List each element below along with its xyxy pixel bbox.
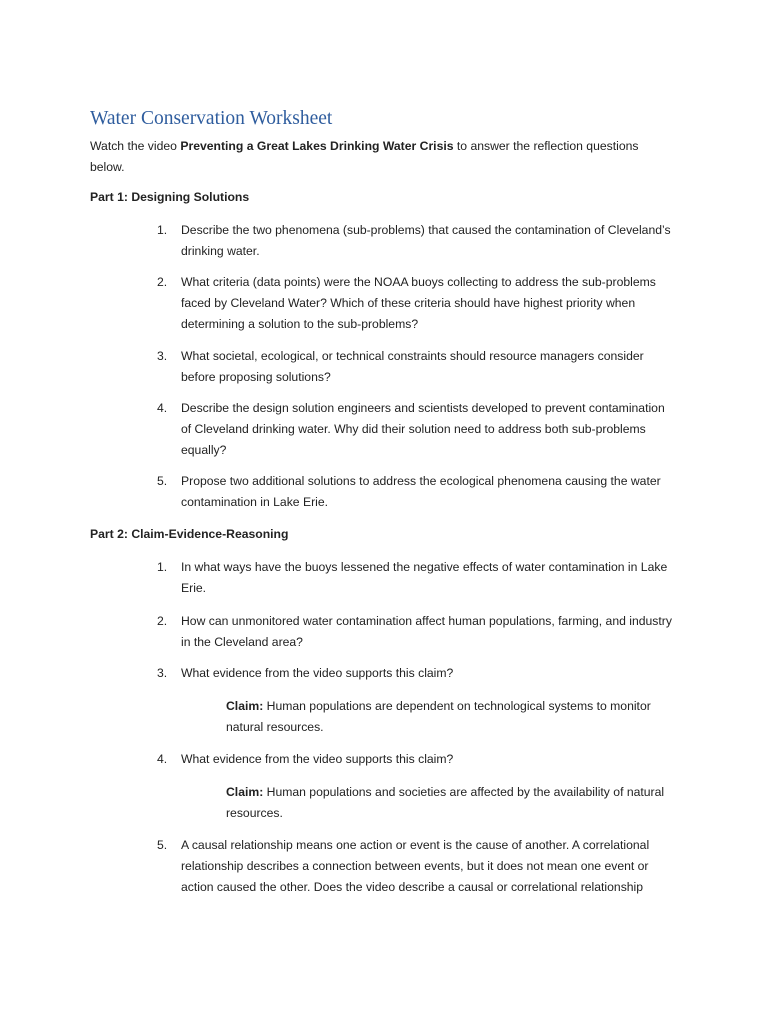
item-number: 4. bbox=[157, 752, 168, 766]
intro-prefix: Watch the video bbox=[90, 139, 181, 153]
item-text: A causal relationship means one action or event is the cause of another. A correlational relationship describes a connection between events, but it does not mean one event or action caused the other. Does the video describe a causal or correlational relationship bbox=[181, 838, 650, 894]
item-text: What criteria (data points) were the NOAA buoys collecting to address the sub-problems faced by Cleveland Water? Which of these criteria should have highest priority when determining a solution to the sub-problems? bbox=[181, 275, 656, 331]
part2-item-3 bbox=[157, 663, 677, 684]
item-text: Describe the two phenomena (sub-problems) that caused the contamination of Cleveland’s drinking water. bbox=[181, 223, 671, 258]
item-number: 5. bbox=[157, 474, 168, 488]
item-text: Propose two additional solutions to address the ecological phenomena causing the water contamination in Lake Erie. bbox=[181, 474, 661, 509]
item-number: 4. bbox=[157, 401, 168, 415]
item-number: 1. bbox=[157, 560, 168, 574]
page-title: Water Conservation Worksheet bbox=[90, 108, 333, 129]
part1-item-3 bbox=[157, 346, 677, 388]
claim-1 bbox=[226, 696, 676, 738]
item-text: Describe the design solution engineers and scientists developed to prevent contamination of Cleveland drinking water. Why did their solution need to address both sub-problems equally? bbox=[181, 401, 665, 457]
item-text: How can unmonitored water contamination affect human populations, farming, and industry in the Cleveland area? bbox=[181, 614, 672, 649]
intro-paragraph bbox=[90, 136, 670, 177]
claim-label: Claim: bbox=[226, 699, 264, 713]
item-text: What evidence from the video supports this claim? bbox=[181, 666, 454, 680]
part1-heading: Part 1: Designing Solutions bbox=[90, 190, 250, 204]
part1-item-1 bbox=[157, 220, 677, 262]
part2-item-1 bbox=[157, 557, 677, 599]
item-number: 3. bbox=[157, 666, 168, 680]
part1-item-2 bbox=[157, 272, 677, 335]
item-number: 3. bbox=[157, 349, 168, 363]
part1-item-4 bbox=[157, 398, 677, 461]
item-text: What evidence from the video supports this claim? bbox=[181, 752, 454, 766]
claim-text: Human populations and societies are affected by the availability of natural resources. bbox=[226, 785, 665, 820]
intro-suffix: to answer the reflection questions below. bbox=[90, 139, 639, 174]
part1-item-5 bbox=[157, 471, 677, 513]
part2-item-4 bbox=[157, 749, 677, 770]
item-number: 2. bbox=[157, 614, 168, 628]
part2-item-5 bbox=[157, 835, 677, 898]
item-number: 1. bbox=[157, 223, 168, 237]
claim-label: Claim: bbox=[226, 785, 264, 799]
video-title: Preventing a Great Lakes Drinking Water Crisis bbox=[180, 139, 454, 153]
part2-item-2 bbox=[157, 611, 677, 653]
item-number: 5. bbox=[157, 838, 168, 852]
item-number: 2. bbox=[157, 275, 168, 289]
claim-text: Human populations are dependent on technological systems to monitor natural resources. bbox=[226, 699, 651, 734]
item-text: In what ways have the buoys lessened the negative effects of water contamination in Lake Erie. bbox=[181, 560, 668, 595]
item-text: What societal, ecological, or technical constraints should resource managers consider before proposing solutions? bbox=[181, 349, 644, 384]
claim-2 bbox=[226, 782, 676, 824]
part2-heading: Part 2: Claim-Evidence-Reasoning bbox=[90, 527, 289, 541]
